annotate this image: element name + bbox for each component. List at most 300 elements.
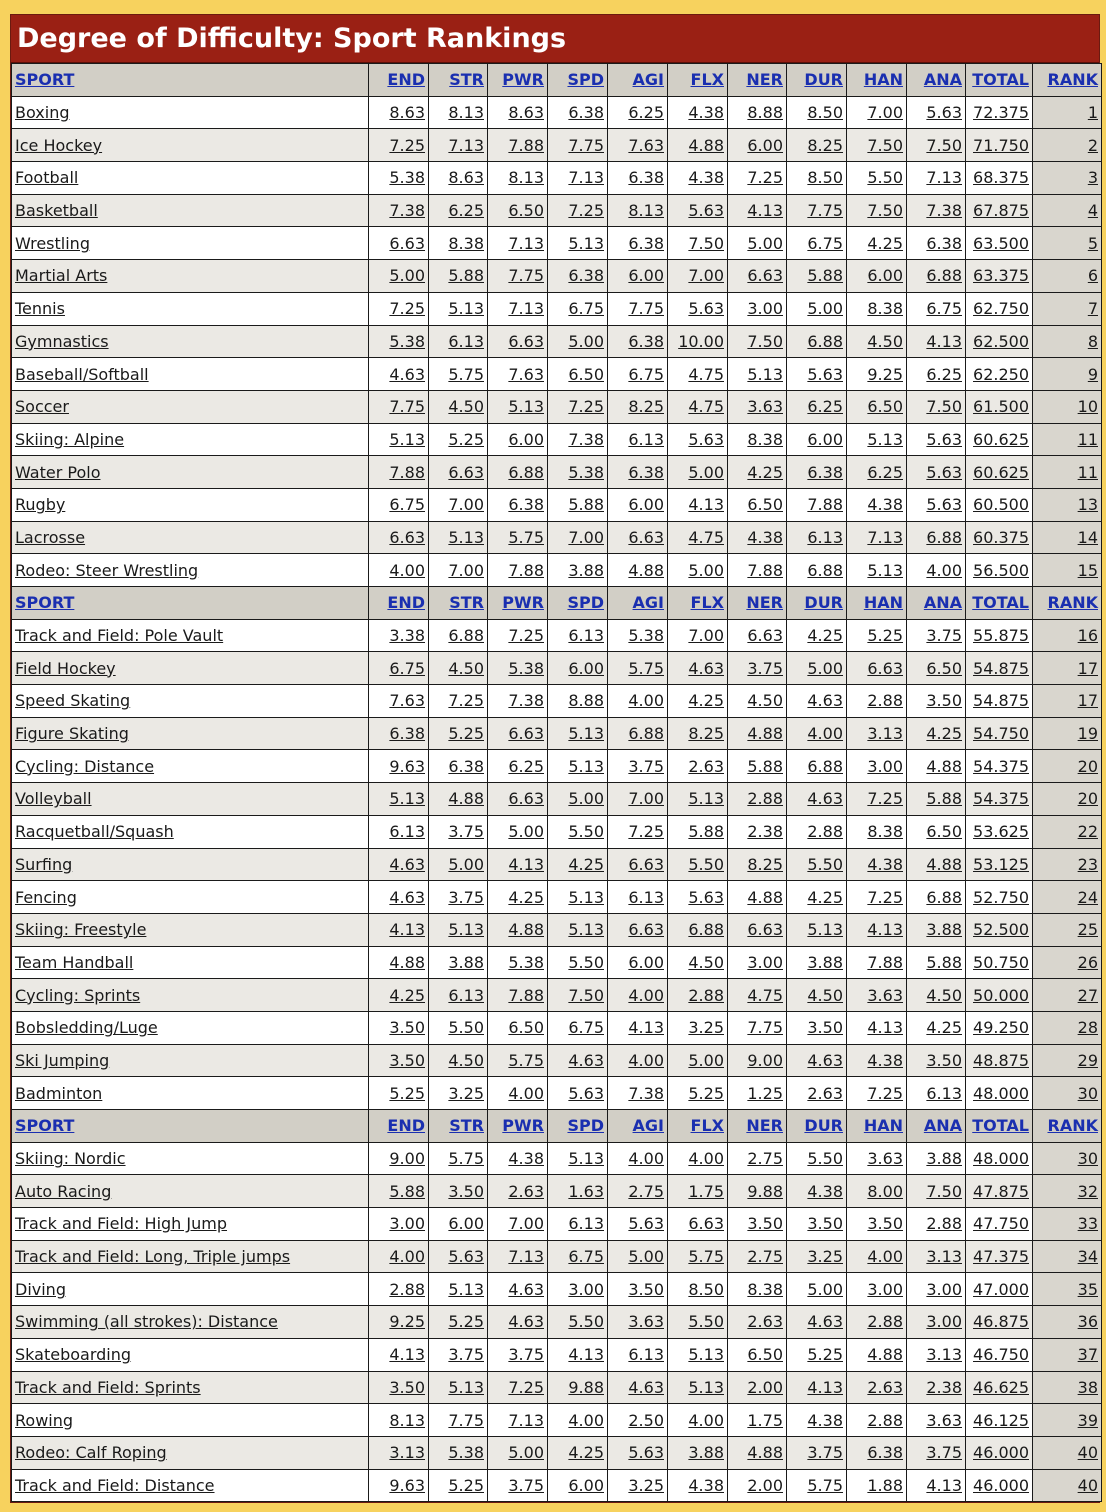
value-link-end[interactable]: 7.63 [389,691,425,711]
value-link-ana[interactable]: 7.13 [926,168,962,188]
value-link-total[interactable]: 46.000 [973,1443,1029,1463]
value-link-agi[interactable]: 6.75 [628,364,664,384]
value-link-ana[interactable]: 3.50 [926,1050,962,1070]
value-link-ner[interactable]: 8.88 [747,103,783,123]
value-link-dur[interactable]: 5.75 [807,1475,843,1495]
value-link-spd[interactable]: 5.50 [568,952,604,972]
value-link-end[interactable]: 7.25 [389,135,425,155]
sport-link[interactable]: Ski Jumping [15,1050,110,1070]
sport-link[interactable]: Rowing [15,1410,74,1430]
value-link-flx[interactable]: 4.25 [688,691,724,711]
value-link-pwr[interactable]: 6.63 [508,331,544,351]
value-link-pwr[interactable]: 5.00 [508,822,544,842]
value-link-end[interactable]: 3.38 [389,626,425,646]
value-link-end[interactable]: 4.13 [389,920,425,940]
value-link-spd[interactable]: 7.38 [568,429,604,449]
value-link-dur[interactable]: 5.00 [807,658,843,678]
sport-link[interactable]: Ice Hockey [15,135,103,155]
sport-link[interactable]: Water Polo [15,462,101,482]
value-link-str[interactable]: 7.25 [448,691,484,711]
value-link-flx[interactable]: 5.00 [688,462,724,482]
value-link-han[interactable]: 1.88 [867,1475,903,1495]
value-link-han[interactable]: 4.13 [867,920,903,940]
value-link-flx[interactable]: 4.63 [688,658,724,678]
value-link-total[interactable]: 54.375 [973,789,1029,809]
sort-link-ner[interactable]: NER [746,593,783,613]
value-link-total[interactable]: 53.125 [973,854,1029,874]
value-link-ner[interactable]: 6.50 [747,495,783,515]
value-link-han[interactable]: 2.88 [867,691,903,711]
value-link-flx[interactable]: 4.50 [688,952,724,972]
value-link-end[interactable]: 6.75 [389,495,425,515]
value-link-flx[interactable]: 4.00 [688,1410,724,1430]
value-link-han[interactable]: 3.00 [867,756,903,776]
value-link-total[interactable]: 72.375 [973,103,1029,123]
value-link-ana[interactable]: 7.50 [926,135,962,155]
value-link-total[interactable]: 62.750 [973,299,1029,319]
value-link-flx[interactable]: 4.00 [688,1149,724,1169]
value-link-dur[interactable]: 6.88 [807,560,843,580]
value-link-spd[interactable]: 4.25 [568,1443,604,1463]
value-link-rank[interactable]: 20 [1077,756,1098,776]
sport-link[interactable]: Track and Field: Distance [15,1475,215,1495]
value-link-str[interactable]: 7.75 [448,1410,484,1430]
value-link-end[interactable]: 7.75 [389,397,425,417]
value-link-agi[interactable]: 3.25 [628,1475,664,1495]
value-link-pwr[interactable]: 6.25 [508,756,544,776]
value-link-rank[interactable]: 11 [1077,462,1098,482]
value-link-ner[interactable]: 4.13 [747,201,783,221]
value-link-agi[interactable]: 8.25 [628,397,664,417]
value-link-han[interactable]: 3.00 [867,1279,903,1299]
value-link-dur[interactable]: 6.38 [807,462,843,482]
value-link-flx[interactable]: 4.88 [688,135,724,155]
value-link-han[interactable]: 2.88 [867,1312,903,1332]
value-link-str[interactable]: 7.13 [448,135,484,155]
value-link-ana[interactable]: 7.50 [926,397,962,417]
value-link-total[interactable]: 52.750 [973,887,1029,907]
value-link-ner[interactable]: 2.75 [747,1149,783,1169]
sort-link-ner[interactable]: NER [746,1116,783,1136]
value-link-total[interactable]: 47.375 [973,1247,1029,1267]
value-link-total[interactable]: 46.625 [973,1377,1029,1397]
value-link-end[interactable]: 6.63 [389,233,425,253]
sport-link[interactable]: Diving [15,1279,66,1299]
value-link-dur[interactable]: 4.63 [807,1312,843,1332]
sort-link-str[interactable]: STR [449,70,484,90]
sport-link[interactable]: Bobsledding/Luge [15,1018,158,1038]
value-link-spd[interactable]: 7.50 [568,985,604,1005]
value-link-ana[interactable]: 6.88 [926,527,962,547]
value-link-spd[interactable]: 5.13 [568,233,604,253]
sport-link[interactable]: Skateboarding [15,1345,132,1365]
value-link-pwr[interactable]: 5.75 [508,1050,544,1070]
value-link-rank[interactable]: 30 [1077,1083,1098,1103]
value-link-end[interactable]: 4.63 [389,887,425,907]
value-link-end[interactable]: 6.38 [389,724,425,744]
value-link-ner[interactable]: 6.00 [747,135,783,155]
sport-link[interactable]: Auto Racing [15,1181,112,1201]
sport-link[interactable]: Rugby [15,495,66,515]
value-link-spd[interactable]: 6.13 [568,1214,604,1234]
sport-link[interactable]: Rodeo: Steer Wrestling [15,560,199,580]
value-link-pwr[interactable]: 7.38 [508,691,544,711]
value-link-str[interactable]: 6.63 [448,462,484,482]
value-link-dur[interactable]: 8.50 [807,103,843,123]
sport-link[interactable]: Gymnastics [15,331,109,351]
value-link-end[interactable]: 4.00 [389,560,425,580]
value-link-rank[interactable]: 3 [1087,168,1098,188]
value-link-dur[interactable]: 4.25 [807,887,843,907]
value-link-ana[interactable]: 4.13 [926,331,962,351]
value-link-spd[interactable]: 7.75 [568,135,604,155]
value-link-dur[interactable]: 5.13 [807,920,843,940]
value-link-flx[interactable]: 7.00 [688,266,724,286]
value-link-rank[interactable]: 14 [1077,527,1098,547]
value-link-spd[interactable]: 5.50 [568,822,604,842]
value-link-ner[interactable]: 1.25 [747,1083,783,1103]
value-link-flx[interactable]: 5.63 [688,429,724,449]
value-link-str[interactable]: 5.13 [448,527,484,547]
value-link-rank[interactable]: 23 [1077,854,1098,874]
sport-link[interactable]: Field Hockey [15,658,116,678]
value-link-pwr[interactable]: 4.38 [508,1149,544,1169]
value-link-pwr[interactable]: 7.88 [508,560,544,580]
value-link-rank[interactable]: 7 [1087,299,1098,319]
value-link-han[interactable]: 7.25 [867,1083,903,1103]
value-link-agi[interactable]: 4.00 [628,1149,664,1169]
value-link-pwr[interactable]: 7.25 [508,1377,544,1397]
value-link-agi[interactable]: 7.75 [628,299,664,319]
value-link-str[interactable]: 5.25 [448,1312,484,1332]
value-link-rank[interactable]: 15 [1077,560,1098,580]
sport-link[interactable]: Speed Skating [15,691,131,711]
value-link-str[interactable]: 4.50 [448,397,484,417]
value-link-total[interactable]: 54.875 [973,658,1029,678]
value-link-total[interactable]: 60.625 [973,429,1029,449]
value-link-end[interactable]: 2.88 [389,1279,425,1299]
value-link-ana[interactable]: 3.13 [926,1345,962,1365]
value-link-agi[interactable]: 6.00 [628,495,664,515]
value-link-pwr[interactable]: 4.25 [508,887,544,907]
value-link-ana[interactable]: 2.88 [926,1214,962,1234]
value-link-agi[interactable]: 4.63 [628,1377,664,1397]
value-link-spd[interactable]: 4.00 [568,1410,604,1430]
value-link-flx[interactable]: 6.63 [688,1214,724,1234]
value-link-str[interactable]: 5.25 [448,724,484,744]
value-link-rank[interactable]: 2 [1087,135,1098,155]
value-link-str[interactable]: 5.13 [448,1377,484,1397]
value-link-ana[interactable]: 7.50 [926,1181,962,1201]
sort-link-rank[interactable]: RANK [1047,593,1098,613]
value-link-str[interactable]: 6.88 [448,626,484,646]
value-link-str[interactable]: 5.13 [448,299,484,319]
value-link-han[interactable]: 3.63 [867,985,903,1005]
value-link-ana[interactable]: 4.88 [926,756,962,776]
value-link-flx[interactable]: 4.38 [688,103,724,123]
sort-link-spd[interactable]: SPD [567,70,604,90]
value-link-pwr[interactable]: 4.88 [508,920,544,940]
value-link-agi[interactable]: 6.38 [628,462,664,482]
value-link-spd[interactable]: 5.13 [568,756,604,776]
value-link-total[interactable]: 50.000 [973,985,1029,1005]
value-link-str[interactable]: 8.13 [448,103,484,123]
value-link-str[interactable]: 3.75 [448,887,484,907]
value-link-ner[interactable]: 5.00 [747,233,783,253]
value-link-str[interactable]: 7.00 [448,560,484,580]
value-link-han[interactable]: 8.38 [867,822,903,842]
value-link-pwr[interactable]: 3.75 [508,1475,544,1495]
value-link-ner[interactable]: 7.25 [747,168,783,188]
sort-link-sport[interactable]: SPORT [15,593,75,613]
value-link-pwr[interactable]: 7.75 [508,266,544,286]
value-link-str[interactable]: 5.25 [448,1475,484,1495]
value-link-dur[interactable]: 5.00 [807,299,843,319]
value-link-rank[interactable]: 35 [1077,1279,1098,1299]
value-link-end[interactable]: 5.13 [389,429,425,449]
value-link-agi[interactable]: 4.88 [628,560,664,580]
value-link-str[interactable]: 5.13 [448,920,484,940]
sport-link[interactable]: Skiing: Alpine [15,429,125,449]
value-link-flx[interactable]: 3.88 [688,1443,724,1463]
value-link-total[interactable]: 49.250 [973,1018,1029,1038]
sort-link-total[interactable]: TOTAL [972,70,1029,90]
value-link-ana[interactable]: 6.38 [926,233,962,253]
value-link-spd[interactable]: 6.00 [568,658,604,678]
value-link-pwr[interactable]: 7.25 [508,626,544,646]
value-link-str[interactable]: 3.88 [448,952,484,972]
value-link-agi[interactable]: 5.38 [628,626,664,646]
value-link-flx[interactable]: 4.38 [688,168,724,188]
value-link-flx[interactable]: 6.88 [688,920,724,940]
sort-link-pwr[interactable]: PWR [502,593,544,613]
value-link-str[interactable]: 6.00 [448,1214,484,1234]
value-link-agi[interactable]: 2.50 [628,1410,664,1430]
sort-link-str[interactable]: STR [449,1116,484,1136]
value-link-ana[interactable]: 3.88 [926,1149,962,1169]
value-link-total[interactable]: 56.500 [973,560,1029,580]
value-link-total[interactable]: 60.625 [973,462,1029,482]
value-link-pwr[interactable]: 7.13 [508,1410,544,1430]
value-link-total[interactable]: 46.750 [973,1345,1029,1365]
value-link-flx[interactable]: 3.25 [688,1018,724,1038]
value-link-end[interactable]: 9.00 [389,1149,425,1169]
value-link-total[interactable]: 71.750 [973,135,1029,155]
value-link-han[interactable]: 7.25 [867,887,903,907]
value-link-han[interactable]: 4.38 [867,854,903,874]
sport-link[interactable]: Boxing [15,103,70,123]
value-link-end[interactable]: 6.75 [389,658,425,678]
value-link-flx[interactable]: 5.63 [688,887,724,907]
value-link-pwr[interactable]: 6.88 [508,462,544,482]
value-link-rank[interactable]: 26 [1077,952,1098,972]
value-link-ner[interactable]: 7.50 [747,331,783,351]
value-link-str[interactable]: 6.13 [448,331,484,351]
value-link-end[interactable]: 4.88 [389,952,425,972]
value-link-pwr[interactable]: 5.00 [508,1443,544,1463]
value-link-str[interactable]: 7.00 [448,495,484,515]
value-link-rank[interactable]: 24 [1077,887,1098,907]
value-link-str[interactable]: 5.88 [448,266,484,286]
value-link-pwr[interactable]: 7.13 [508,233,544,253]
value-link-total[interactable]: 62.250 [973,364,1029,384]
value-link-end[interactable]: 6.63 [389,527,425,547]
value-link-spd[interactable]: 6.50 [568,364,604,384]
value-link-pwr[interactable]: 8.13 [508,168,544,188]
value-link-agi[interactable]: 6.63 [628,527,664,547]
value-link-han[interactable]: 8.38 [867,299,903,319]
value-link-ner[interactable]: 4.38 [747,527,783,547]
value-link-end[interactable]: 7.38 [389,201,425,221]
value-link-ner[interactable]: 5.13 [747,364,783,384]
value-link-end[interactable]: 3.50 [389,1018,425,1038]
value-link-dur[interactable]: 6.88 [807,756,843,776]
value-link-total[interactable]: 63.500 [973,233,1029,253]
value-link-spd[interactable]: 6.13 [568,626,604,646]
value-link-end[interactable]: 4.00 [389,1247,425,1267]
value-link-pwr[interactable]: 7.63 [508,364,544,384]
value-link-ana[interactable]: 5.63 [926,462,962,482]
value-link-dur[interactable]: 5.50 [807,1149,843,1169]
value-link-ner[interactable]: 4.50 [747,691,783,711]
value-link-dur[interactable]: 4.38 [807,1181,843,1201]
value-link-ner[interactable]: 4.88 [747,724,783,744]
sort-link-str[interactable]: STR [449,593,484,613]
value-link-end[interactable]: 4.63 [389,364,425,384]
value-link-flx[interactable]: 5.13 [688,1345,724,1365]
sort-link-flx[interactable]: FLX [690,70,724,90]
value-link-end[interactable]: 3.50 [389,1377,425,1397]
value-link-agi[interactable]: 3.75 [628,756,664,776]
value-link-total[interactable]: 46.125 [973,1410,1029,1430]
value-link-ner[interactable]: 2.38 [747,822,783,842]
sport-link[interactable]: Football [15,168,79,188]
value-link-pwr[interactable]: 6.38 [508,495,544,515]
value-link-spd[interactable]: 4.25 [568,854,604,874]
value-link-rank[interactable]: 10 [1077,397,1098,417]
value-link-end[interactable]: 5.38 [389,331,425,351]
value-link-spd[interactable]: 6.75 [568,299,604,319]
value-link-spd[interactable]: 8.88 [568,691,604,711]
value-link-han[interactable]: 4.38 [867,495,903,515]
value-link-han[interactable]: 6.00 [867,266,903,286]
value-link-dur[interactable]: 7.75 [807,201,843,221]
value-link-spd[interactable]: 5.13 [568,920,604,940]
value-link-pwr[interactable]: 4.63 [508,1312,544,1332]
value-link-han[interactable]: 9.25 [867,364,903,384]
value-link-dur[interactable]: 6.25 [807,397,843,417]
value-link-pwr[interactable]: 6.50 [508,201,544,221]
sort-link-flx[interactable]: FLX [690,593,724,613]
value-link-dur[interactable]: 5.88 [807,266,843,286]
value-link-ner[interactable]: 9.00 [747,1050,783,1070]
value-link-agi[interactable]: 3.50 [628,1279,664,1299]
value-link-end[interactable]: 5.38 [389,168,425,188]
value-link-flx[interactable]: 2.63 [688,756,724,776]
value-link-han[interactable]: 4.00 [867,1247,903,1267]
value-link-pwr[interactable]: 5.38 [508,658,544,678]
value-link-ner[interactable]: 2.00 [747,1475,783,1495]
value-link-flx[interactable]: 10.00 [678,331,724,351]
value-link-dur[interactable]: 6.00 [807,429,843,449]
value-link-han[interactable]: 2.88 [867,1410,903,1430]
sort-link-ana[interactable]: ANA [923,593,962,613]
value-link-han[interactable]: 6.63 [867,658,903,678]
value-link-ner[interactable]: 3.00 [747,952,783,972]
value-link-rank[interactable]: 20 [1077,789,1098,809]
value-link-ner[interactable]: 8.38 [747,1279,783,1299]
value-link-total[interactable]: 46.000 [973,1475,1029,1495]
value-link-dur[interactable]: 3.50 [807,1018,843,1038]
value-link-pwr[interactable]: 5.38 [508,952,544,972]
value-link-dur[interactable]: 3.75 [807,1443,843,1463]
value-link-flx[interactable]: 5.00 [688,1050,724,1070]
value-link-rank[interactable]: 4 [1087,201,1098,221]
value-link-total[interactable]: 54.750 [973,724,1029,744]
sort-link-end[interactable]: END [387,1116,425,1136]
value-link-total[interactable]: 47.000 [973,1279,1029,1299]
sport-link[interactable]: Racquetball/Squash [15,822,174,842]
value-link-pwr[interactable]: 5.75 [508,527,544,547]
value-link-pwr[interactable]: 7.13 [508,1247,544,1267]
value-link-han[interactable]: 6.50 [867,397,903,417]
sort-link-flx[interactable]: FLX [690,1116,724,1136]
value-link-agi[interactable]: 7.38 [628,1083,664,1103]
value-link-pwr[interactable]: 7.00 [508,1214,544,1234]
value-link-ner[interactable]: 6.63 [747,266,783,286]
sport-link[interactable]: Volleyball [15,789,92,809]
value-link-total[interactable]: 68.375 [973,168,1029,188]
value-link-han[interactable]: 8.00 [867,1181,903,1201]
value-link-dur[interactable]: 5.63 [807,364,843,384]
value-link-flx[interactable]: 5.25 [688,1083,724,1103]
value-link-pwr[interactable]: 6.50 [508,1018,544,1038]
value-link-agi[interactable]: 6.63 [628,920,664,940]
value-link-spd[interactable]: 5.13 [568,887,604,907]
value-link-end[interactable]: 3.00 [389,1214,425,1234]
value-link-ner[interactable]: 4.88 [747,1443,783,1463]
value-link-agi[interactable]: 4.00 [628,985,664,1005]
sort-link-spd[interactable]: SPD [567,1116,604,1136]
value-link-rank[interactable]: 33 [1077,1214,1098,1234]
value-link-rank[interactable]: 27 [1077,985,1098,1005]
value-link-agi[interactable]: 7.25 [628,822,664,842]
value-link-pwr[interactable]: 5.13 [508,397,544,417]
value-link-ana[interactable]: 3.50 [926,691,962,711]
value-link-ner[interactable]: 9.88 [747,1181,783,1201]
value-link-pwr[interactable]: 4.63 [508,1279,544,1299]
value-link-flx[interactable]: 4.75 [688,397,724,417]
value-link-total[interactable]: 62.500 [973,331,1029,351]
sort-link-total[interactable]: TOTAL [972,1116,1029,1136]
value-link-han[interactable]: 5.50 [867,168,903,188]
value-link-total[interactable]: 47.875 [973,1181,1029,1201]
value-link-rank[interactable]: 25 [1077,920,1098,940]
value-link-agi[interactable]: 8.13 [628,201,664,221]
sort-link-ana[interactable]: ANA [923,1116,962,1136]
value-link-pwr[interactable]: 8.63 [508,103,544,123]
value-link-dur[interactable]: 3.88 [807,952,843,972]
value-link-han[interactable]: 3.63 [867,1149,903,1169]
sport-link[interactable]: Swimming (all strokes): Distance [15,1312,278,1332]
value-link-agi[interactable]: 6.38 [628,331,664,351]
value-link-str[interactable]: 5.63 [448,1247,484,1267]
value-link-str[interactable]: 3.50 [448,1181,484,1201]
sort-link-agi[interactable]: AGI [632,593,664,613]
value-link-total[interactable]: 48.000 [973,1149,1029,1169]
value-link-agi[interactable]: 7.00 [628,789,664,809]
value-link-total[interactable]: 52.500 [973,920,1029,940]
